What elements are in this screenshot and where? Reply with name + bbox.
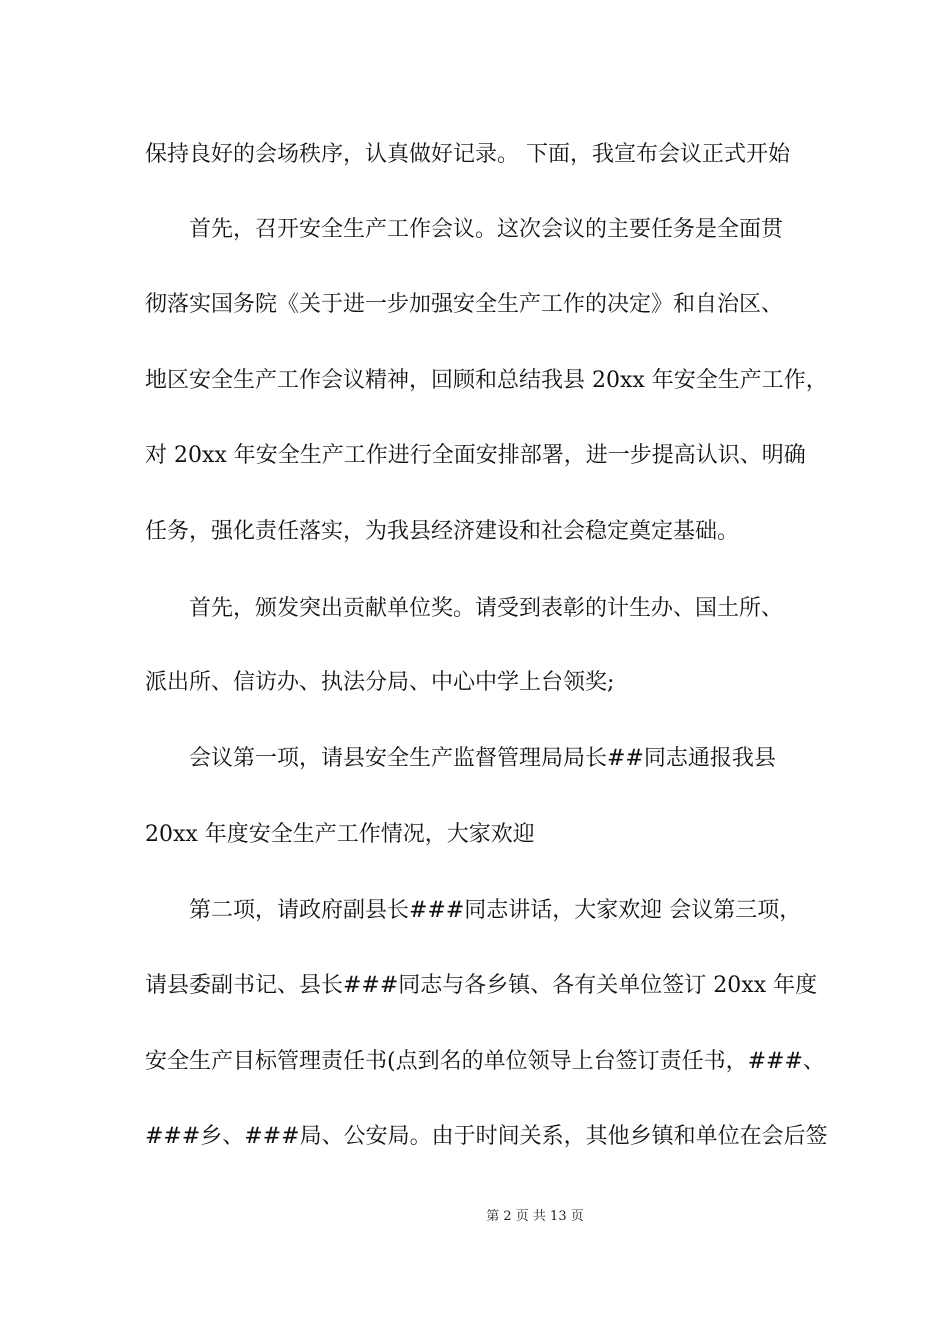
text-line: 首先，颁发突出贡献单位奖。请受到表彰的计生办、国土所、 xyxy=(189,596,784,621)
text-line: 请县委副书记、县长###同志与各乡镇、各有关单位签订 20xx 年度 xyxy=(145,973,818,998)
text-line: 第二项，请政府副县长###同志讲话，大家欢迎 会议第三项， xyxy=(189,898,802,923)
text-line: 派出所、信访办、执法分局、中心中学上台领奖; xyxy=(145,670,615,695)
text-line: 安全生产目标管理责任书(点到名的单位领导上台签订责任书，###、 xyxy=(145,1049,825,1074)
text-line: 任务，强化责任落实，为我县经济建设和社会稳定奠定基础。 xyxy=(145,519,740,544)
page-number-footer: 第 2 页 共 13 页 xyxy=(486,1209,584,1224)
text-line: 彻落实国务院《关于进一步加强安全生产工作的决定》和自治区、 xyxy=(145,292,784,317)
text-line: 对 20xx 年安全生产工作进行全面安排部署，进一步提高认识、明确 xyxy=(145,443,806,468)
text-line: 地区安全生产工作会议精神，回顾和总结我县 20xx 年安全生产工作， xyxy=(145,368,828,393)
text-line: 保持良好的会场秩序，认真做好记录。 下面，我宣布会议正式开始 xyxy=(145,142,790,167)
text-line: 20xx 年度安全生产工作情况，大家欢迎 xyxy=(145,822,535,847)
text-line: 会议第一项，请县安全生产监督管理局局长##同志通报我县 xyxy=(189,746,776,771)
text-line: ###乡、###局、公安局。由于时间关系，其他乡镇和单位在会后签 xyxy=(145,1124,828,1149)
text-line: 首先，召开安全生产工作会议。这次会议的主要任务是全面贯 xyxy=(189,217,784,242)
